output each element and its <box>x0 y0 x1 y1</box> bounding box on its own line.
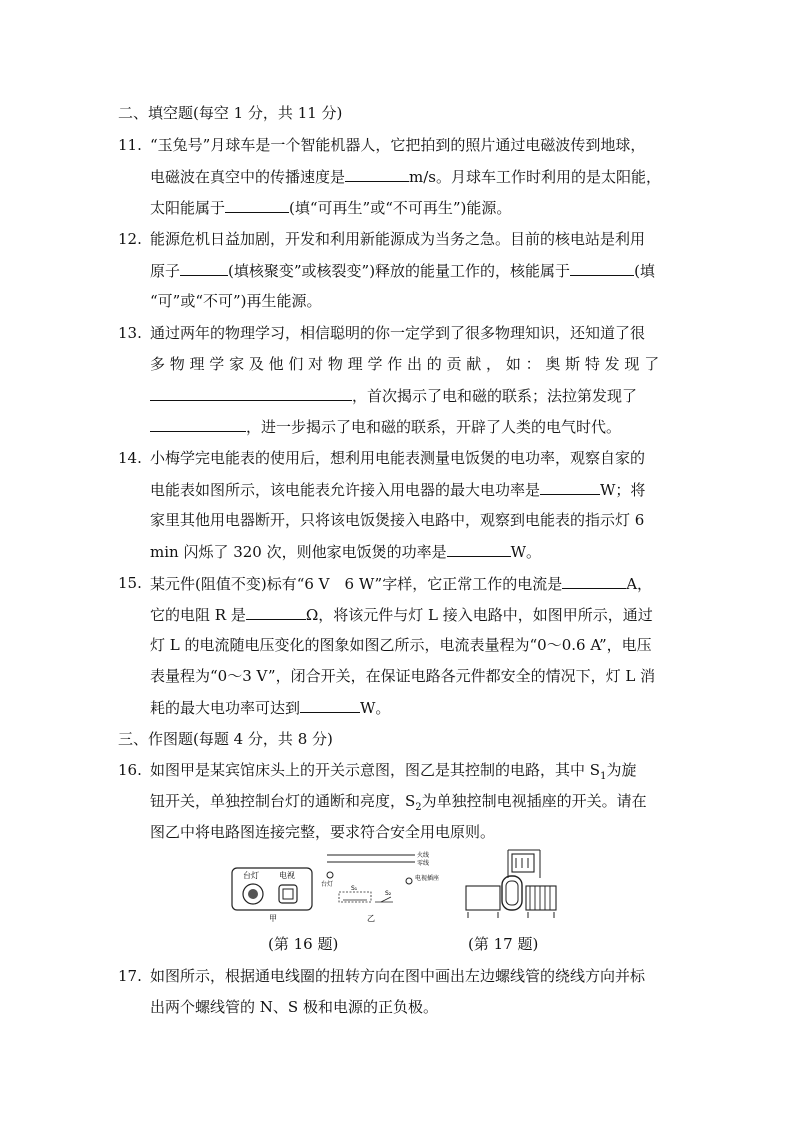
question-text: ，进一步揭示了电和磁的联系，开辟了人类的电气时代。 <box>150 416 621 437</box>
label-socket: 电视插座 <box>415 875 440 882</box>
question-text: 表量程为“0～3 V”，闭合开关，在保证电路各元件都安全的情况下，灯 L 消 <box>150 667 656 685</box>
label-tv: 电视 <box>279 871 295 880</box>
answer-blank[interactable] <box>150 385 352 401</box>
question-text: 多 物 理 学 家 及 他 们 对 物 理 学 作 出 的 贡 献 ， 如 ： 奥 斯 特 发 现 了 <box>150 355 660 373</box>
question-number: 14. <box>118 449 142 467</box>
figure-caption: (第 16 题) <box>268 935 339 953</box>
question-text: 原子 (填核聚变”或核裂变”)释放的能量工作的，核能属于 (填 <box>150 262 655 280</box>
answer-blank[interactable] <box>225 197 289 213</box>
right-solenoid <box>526 886 556 910</box>
label-lamp-v: 台灯 <box>321 881 334 888</box>
knob-center <box>248 889 258 899</box>
figure-caption: (第 17 题) <box>468 935 539 953</box>
socket-symbol <box>406 878 412 884</box>
answer-blank[interactable] <box>180 260 228 276</box>
lamp-symbol <box>327 872 333 878</box>
label-jia: 甲 <box>269 914 277 923</box>
s2-contact <box>381 897 391 902</box>
label-live: 火线 <box>417 852 430 859</box>
question-text: 电磁波在真空中的传播速度是 m/s。月球车工作时利用的是太阳能， <box>150 168 661 186</box>
answer-blank[interactable] <box>246 604 306 620</box>
question-text: “可”或“不可”)再生能源。 <box>150 292 322 310</box>
question-number: 11. <box>118 136 142 154</box>
section-heading: 二、填空题(每空 1 分，共 11 分) <box>118 104 343 122</box>
s1-box <box>339 892 371 902</box>
question-text: 太阳能属于 (填“可再生”或“不可再生”)能源。 <box>150 199 512 217</box>
question-text: 它的电阻 R 是 Ω，将该元件与灯 L 接入电路中，如图甲所示，通过 <box>150 606 653 624</box>
figure-17 <box>462 848 562 922</box>
question-text: 通过两年的物理学习，相信聪明的你一定学到了很多物理知识，还知道了很 <box>150 324 646 342</box>
question-number: 15. <box>118 574 142 592</box>
label-lamp: 台灯 <box>243 871 259 880</box>
question-number: 16. <box>118 761 142 779</box>
question-text: 灯 L 的电流随电压变化的图象如图乙所示，电流表量程为“0～0.6 A”，电压 <box>150 636 652 654</box>
label-s1: S₁ <box>351 885 358 892</box>
answer-blank[interactable] <box>540 479 600 495</box>
label-neutral: 零线 <box>417 860 430 867</box>
coil-inner <box>506 881 518 905</box>
question-text: 家里其他用电器断开，只将该电饭煲接入电路中，观察到电能表的指示灯 6 <box>150 511 645 529</box>
question-text: 如图甲是某宾馆床头上的开关示意图，图乙是其控制的电路，其中 $S_1$为旋 <box>150 761 637 782</box>
question-text: 电能表如图所示，该电能表允许接入用电器的最大电功率是 W；将 <box>150 481 646 499</box>
tv-switch-inner <box>283 889 293 899</box>
question-text: 小梅学完电能表的使用后，想利用电能表测量电饭煲的电功率，观察自家的 <box>150 449 646 467</box>
question-text: “玉兔号”月球车是一个智能机器人，它把拍到的照片通过电磁波传到地球， <box>150 136 646 154</box>
question-text: 出两个螺线管的 N、S 极和电源的正负极。 <box>150 998 438 1016</box>
answer-blank[interactable] <box>300 697 360 713</box>
question-text: 钮开关，单独控制台灯的通断和亮度，$S_2$为单独控制电视插座的开关。请在 <box>150 792 647 813</box>
question-text: ，首次揭示了电和磁的联系；法拉第发现了 <box>150 385 637 406</box>
question-text: 耗的最大电功率可达到 W。 <box>150 699 391 717</box>
question-text: 能源危机日益加剧，开发和利用新能源成为当务之急。目前的核电站是利用 <box>150 230 646 248</box>
left-solenoid <box>466 886 500 910</box>
label-yi: 乙 <box>367 914 375 923</box>
figure-16 <box>225 848 445 926</box>
question-text: 如图所示，根据通电线圈的扭转方向在图中画出左边螺线管的绕线方向并标 <box>150 967 646 985</box>
question-text: 图乙中将电路图连接完整，要求符合安全用电原则。 <box>150 823 496 841</box>
answer-blank[interactable] <box>345 166 409 182</box>
label-s2: S₂ <box>385 890 392 897</box>
answer-blank[interactable] <box>447 541 511 557</box>
solenoid-windings <box>530 886 550 910</box>
answer-blank[interactable] <box>570 260 634 276</box>
question-text: min 闪烁了 320 次，则他家电饭煲的功率是 W。 <box>150 543 542 561</box>
tv-switch <box>279 885 297 903</box>
power-source <box>512 854 534 872</box>
answer-blank[interactable] <box>562 573 626 589</box>
question-text: 某元件(阻值不变)标有“6 V 6 W”字样，它正常工作的电流是 A， <box>150 575 653 593</box>
section-heading: 三、作图题(每题 4 分，共 8 分) <box>118 730 333 748</box>
answer-blank[interactable] <box>150 416 246 432</box>
question-number: 12. <box>118 230 142 248</box>
question-number: 13. <box>118 324 142 342</box>
question-number: 17. <box>118 967 142 985</box>
